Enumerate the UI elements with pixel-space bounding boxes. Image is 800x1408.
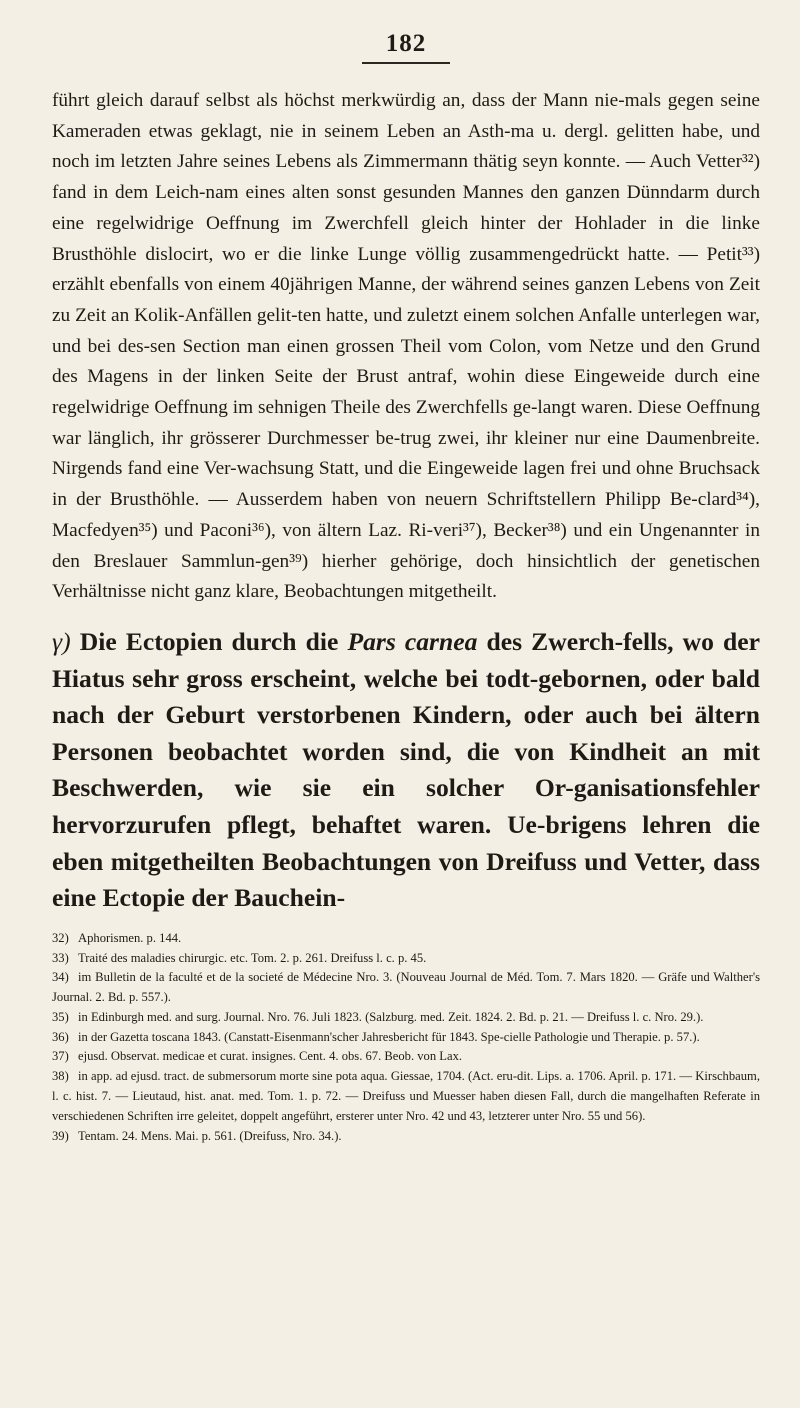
document-page	[52, 30, 760, 1146]
footnote-number: 37)	[52, 1049, 69, 1064]
footnote	[52, 1028, 760, 1048]
footnote-text: Traité des maladies chirurgic. etc. Tom. 2. p. 261. Dreifuss l. c. p. 45.	[78, 950, 427, 965]
section-symbol: γ)	[52, 626, 71, 656]
footnote	[52, 1008, 760, 1028]
section-text-after: des Zwerch-fells, wo der Hiatus sehr gross erscheint, welche bei todt-gebornen, oder bald nach der Geburt verstorbenen Kindern, oder auch bei ältern Personen beobachtet worden sind, die von Kindheit an mit Beschwerden, wie sie ein solcher Or-ganisationsfehler hervorzurufen pflegt, behaftet waren. Ue-brigens lehren die eben mitgetheilten Beobachtungen von Dreifuss und Vetter, dass eine Ectopie der Bauchein-	[52, 626, 760, 913]
footnote-number: 32)	[52, 930, 69, 945]
footnote	[52, 968, 760, 1008]
body-text	[52, 86, 760, 608]
footnote-text: im Bulletin de la faculté et de la societé de Médecine Nro. 3. (Nouveau Journal de Méd. Tom. 7. Mars 1820. — Gräfe und Walther's Journal. 2. Bd. p. 557.).	[52, 970, 760, 1005]
footnote-text: in app. ad ejusd. tract. de submersorum morte sine pota aqua. Giessae, 1704. (Act. eru-dit. Lips. a. 1706. April. p. 171. — Kirschbaum, l. c. hist. 7. — Lieutaud, hist. anat. med. Tom. 1. p. 72. — Dreifuss und Muesser haben diesen Fall, durch die mangelhaften Referate in verschiedenen Schriften irre geleitet, doppelt angeführt, ersterer unter Nro. 42 und 43, letzterer unter Nro. 55 und 56).	[52, 1069, 760, 1123]
section-italic: Pars carnea	[347, 626, 478, 656]
footnote-number: 35)	[52, 1009, 69, 1024]
footnote	[52, 1067, 760, 1126]
footnote-number: 38)	[52, 1069, 69, 1084]
footnote	[52, 1127, 760, 1147]
footnote-text: in der Gazetta toscana 1843. (Canstatt-Eisenmann'scher Jahresbericht für 1843. Spe-cielle Pathologie und Therapie. p. 57.).	[78, 1029, 700, 1044]
footnote-text: Tentam. 24. Mens. Mai. p. 561. (Dreifuss, Nro. 34.).	[78, 1128, 342, 1143]
footnote-text: ejusd. Observat. medicae et curat. insignes. Cent. 4. obs. 67. Beob. von Lax.	[78, 1049, 463, 1064]
footnotes	[52, 929, 760, 1147]
footnote	[52, 1047, 760, 1067]
footnote	[52, 929, 760, 949]
footnote	[52, 949, 760, 969]
footnote-text: Aphorismen. p. 144.	[78, 930, 182, 945]
footnote-number: 34)	[52, 970, 69, 985]
footnote-number: 36)	[52, 1029, 69, 1044]
section-heading	[52, 624, 760, 917]
footnote-number: 39)	[52, 1128, 69, 1143]
footnote-number: 33)	[52, 950, 69, 965]
header-rule	[362, 62, 450, 64]
footnote-text: in Edinburgh med. and surg. Journal. Nro. 76. Juli 1823. (Salzburg. med. Zeit. 1824. 2. Bd. p. 21. — Dreifuss l. c. Nro. 29.).	[78, 1009, 704, 1024]
body-paragraph: führt gleich darauf selbst als höchst merkwürdig an, dass der Mann nie-mals gegen seine Kameraden etwas geklagt, nie in seinem Leben an Asth-ma u. dergl. gelitten habe, und noch im letzten Jahre seines Lebens als Zimmermann thätig seyn konnte. — Auch Vetter³²) fand in dem Leich-nam eines alten sonst gesunden Mannes den ganzen Dünndarm durch eine regelwidrige Oeffnung im Zwerchfell gleich hinter der Hohlader in die linke Brusthöhle dislocirt, wo er die linke Lunge völlig zusammengedrückt hatte. — Petit³³) erzählt ebenfalls von einem 40jährigen Manne, der während seines ganzen Lebens von Zeit zu Zeit an Kolik-Anfällen gelit-ten hatte, und zuletzt einem solchen Anfalle unterlegen war, und bei des-sen Section man einen grossen Theil vom Colon, vom Netze und den Grund des Magens in der linken Seite der Brust antraf, wohin diese Eingeweide durch eine regelwidrige Oeffnung im sehnigen Theile des Zwerchfells ge-langt waren. Diese Oeffnung war länglich, ihr grösserer Durchmesser be-trug zwei, ihr kleiner nur eine Daumenbreite. Nirgends fand eine Ver-wachsung Statt, und die Eingeweide lagen frei und ohne Bruchsack in der Brusthöhle. — Ausserdem haben von neuern Schriftstellern Philipp Be-clard³⁴), Macfedyen³⁵) und Paconi³⁶), von ältern Laz. Ri-veri³⁷), Becker³⁸) und ein Ungenannter in den Breslauer Sammlun-gen³⁹) hierher gehörige, doch hinsichtlich der genetischen Verhältnisse nicht ganz klare, Beobachtungen mitgetheilt.	[52, 90, 760, 603]
section-text-before: Die Ectopien durch die	[79, 626, 339, 656]
page-number: 182	[385, 30, 427, 57]
